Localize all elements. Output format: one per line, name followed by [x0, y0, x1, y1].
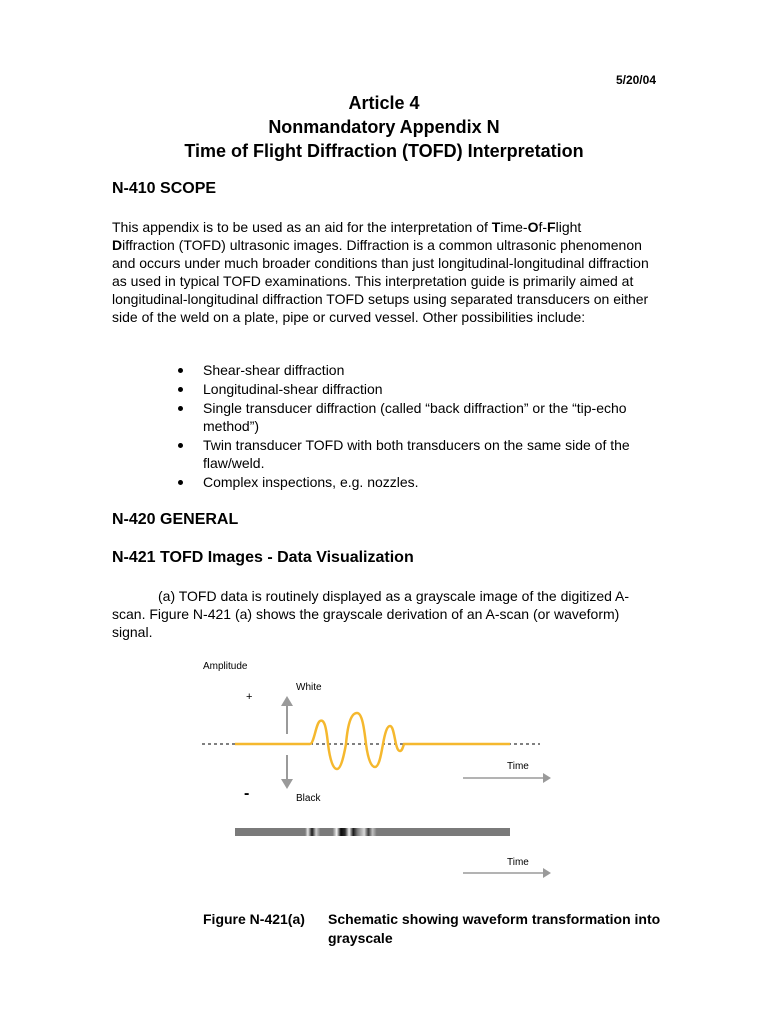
black-label: Black — [296, 793, 321, 804]
white-up-arrow-icon — [281, 696, 293, 734]
list-item: Complex inspections, e.g. nozzles. — [176, 473, 646, 491]
document-date: 5/20/04 — [615, 73, 656, 87]
list-item: Single transducer diffraction (called “back diffraction” or the “tip-echo method”) — [176, 399, 646, 435]
white-label: White — [296, 682, 322, 693]
scope-text-d: light — [555, 219, 582, 235]
minus-sign-label: - — [244, 785, 250, 802]
time-axis-label-bottom: Time — [507, 857, 529, 868]
scope-paragraph — [112, 218, 660, 326]
scope-bold-o: O — [527, 219, 539, 235]
figure-caption-text: Schematic showing waveform transformation into grayscale — [328, 911, 661, 946]
scope-heading: N-410 SCOPE — [112, 180, 217, 197]
tofd-images-subheading: N-421 TOFD Images - Data Visualization — [112, 549, 414, 566]
scope-bullet-list — [176, 361, 646, 492]
scope-text-c: f- — [538, 219, 548, 235]
waveform-signal — [235, 713, 510, 769]
grayscale-bar — [235, 828, 510, 836]
title-block — [0, 91, 768, 163]
time-axis-label-top: Time — [507, 761, 529, 772]
scope-bold-d: D — [112, 237, 123, 253]
tofd-images-paragraph: (a) TOFD data is routinely displayed as a grayscale image of the digitized A-scan. Figure N-421 (a) shows the grayscale derivation of an A-scan (or waveform) signal. — [112, 588, 630, 640]
general-heading: N-420 GENERAL — [112, 511, 239, 528]
black-down-arrow-icon — [281, 755, 293, 789]
scope-bold-f: F — [547, 219, 556, 235]
document-title: Time of Flight Diffraction (TOFD) Interpretation — [184, 141, 584, 161]
appendix-title: Nonmandatory Appendix N — [268, 117, 500, 137]
list-item: Longitudinal-shear diffraction — [176, 380, 646, 398]
article-title: Article 4 — [348, 93, 420, 113]
list-item: Shear-shear diffraction — [176, 361, 646, 379]
waveform-figure — [195, 655, 565, 895]
list-item: Twin transducer TOFD with both transducers on the same side of the flaw/weld. — [176, 436, 646, 472]
waveform-diagram — [195, 655, 565, 895]
time-arrow-bottom-icon — [463, 868, 551, 878]
scope-text-e: iffraction (TOFD) ultrasonic images. Diffraction is a common ultrasonic phenomenon and occurs under much broader conditions than just longitudinal-longitudinal diffraction as used in typical TOFD examinations. This interpretation guide is primarily aimed at longitudinal-longitudinal diffraction TOFD setups using separated transducers on either side of the weld on a plate, pipe or curved vessel. Other possibilities include: — [112, 237, 649, 325]
scope-bold-t: T — [491, 219, 501, 235]
scope-text-a: This appendix is to be used as an aid for the interpretation of — [112, 219, 492, 235]
plus-sign-label: + — [246, 691, 253, 703]
amplitude-axis-label: Amplitude — [203, 661, 248, 672]
scope-text-b: ime- — [500, 219, 528, 235]
figure-caption-label: Figure N-421(a) — [203, 911, 305, 927]
time-arrow-top-icon — [463, 773, 551, 783]
